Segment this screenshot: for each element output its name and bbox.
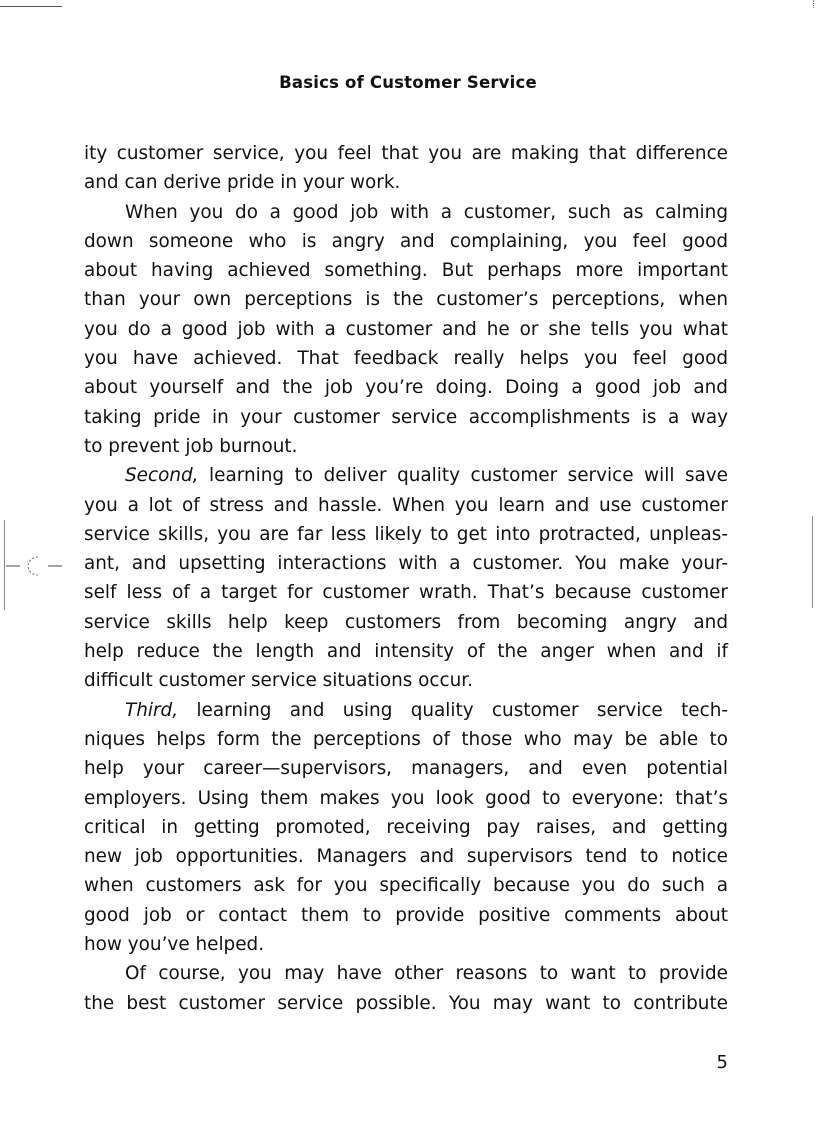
line-text: you do a good job with a customer and he or she tells you what	[84, 318, 728, 340]
line-text: down someone who is angry and complaining, you feel good	[84, 230, 728, 252]
text-line	[84, 432, 728, 461]
text-line	[84, 549, 728, 578]
text-line	[84, 198, 728, 227]
text-line	[84, 520, 728, 549]
text-line	[84, 666, 728, 695]
emphasis-text: Second,	[125, 465, 199, 487]
text-line	[84, 491, 728, 520]
text-line	[84, 637, 728, 666]
text-line	[84, 813, 728, 842]
line-text: service skills help keep customers from becoming angry and	[84, 611, 728, 633]
crop-mark-top-right	[813, 0, 814, 8]
text-line	[84, 754, 728, 783]
line-text: new job opportunities. Managers and supervisors tend to notice	[84, 846, 728, 868]
text-line	[84, 842, 728, 871]
text-line	[84, 256, 728, 285]
text-line	[84, 608, 728, 637]
body-text	[84, 139, 728, 1018]
line-text: the best customer service possible. You may want to contribute	[84, 992, 728, 1014]
line-text: than your own perceptions is the customer’s perceptions, when	[84, 289, 728, 311]
text-line	[84, 725, 728, 754]
line-text: about yourself and the job you’re doing. Doing a good job and	[84, 377, 728, 399]
line-text: service skills, you are far less likely to get into protracted, unpleas-	[84, 523, 728, 545]
line-text: how you’ve helped.	[84, 934, 265, 956]
text-line	[84, 344, 728, 373]
emphasis-text: Third,	[125, 699, 179, 721]
text-line	[84, 285, 728, 314]
crop-mark-top-left	[0, 6, 62, 7]
line-text: difficult customer service situations occur.	[84, 670, 473, 692]
text-line	[84, 959, 728, 988]
page-number: 5	[716, 1052, 728, 1073]
line-text: learning and using quality customer service tech-	[178, 699, 728, 721]
registration-mark-icon	[4, 552, 64, 580]
line-text: taking pride in your customer service accomplishments is a way	[84, 406, 728, 428]
text-line	[84, 989, 728, 1018]
line-text: ity customer service, you feel that you are making that difference	[84, 143, 728, 164]
line-text: self less of a target for customer wrath. That’s because customer	[84, 582, 728, 604]
line-text: niques helps form the perceptions of those who may be able to	[84, 728, 728, 750]
text-line	[84, 315, 728, 344]
line-text: when customers ask for you specifically because you do such a	[84, 875, 728, 897]
line-text: learning to deliver quality customer service will save	[198, 465, 728, 487]
line-text: you a lot of stress and hassle. When you learn and use customer	[84, 494, 728, 516]
text-line	[84, 403, 728, 432]
line-text: ant, and upsetting interactions with a customer. You make your-	[84, 553, 728, 575]
margin-line-right	[812, 516, 813, 608]
running-head: Basics of Customer Service	[279, 73, 537, 92]
text-line	[84, 901, 728, 930]
text-line	[84, 227, 728, 256]
line-text: to prevent job burnout.	[84, 435, 298, 457]
text-line	[84, 696, 728, 725]
line-text: Of course, you may have other reasons to want to provide	[125, 963, 728, 985]
text-line	[84, 373, 728, 402]
line-text: When you do a good job with a customer, such as calming	[125, 201, 728, 223]
line-text: you have achieved. That feedback really helps you feel good	[84, 348, 728, 370]
text-line	[84, 139, 728, 168]
text-line	[84, 461, 728, 490]
text-line	[84, 784, 728, 813]
text-line	[84, 168, 728, 197]
line-text: help your career—supervisors, managers, and even potential	[84, 758, 728, 780]
text-line	[84, 578, 728, 607]
line-text: help reduce the length and intensity of the anger when and if	[84, 641, 728, 663]
line-text: and can derive pride in your work.	[84, 172, 401, 194]
text-line	[84, 930, 728, 959]
line-text: employers. Using them makes you look good to everyone: that’s	[84, 787, 728, 809]
line-text: critical in getting promoted, receiving pay raises, and getting	[84, 816, 728, 838]
text-line	[84, 871, 728, 900]
line-text: about having achieved something. But perhaps more important	[84, 260, 728, 282]
line-text: good job or contact them to provide positive comments about	[84, 904, 728, 926]
